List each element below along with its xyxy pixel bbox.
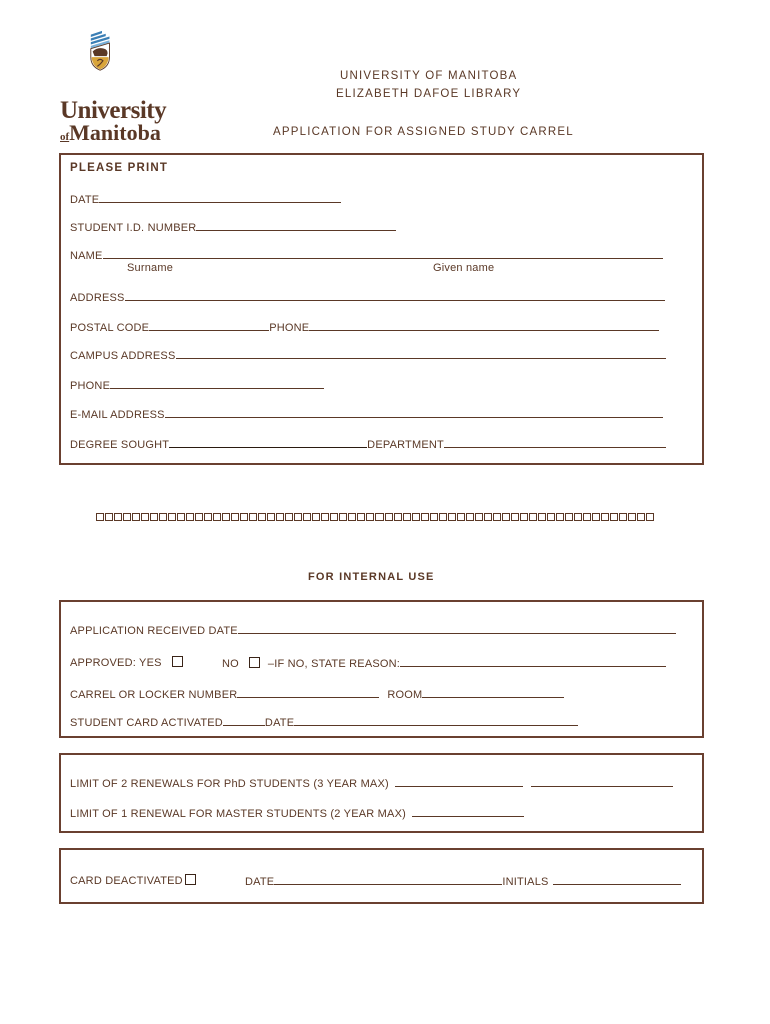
card-deactivated-field (70, 874, 196, 887)
divider-cell (556, 513, 564, 521)
department-label: DEPARTMENT (367, 439, 444, 451)
cut-line-divider (96, 513, 654, 521)
card-deactivated-checkbox[interactable] (185, 874, 196, 885)
divider-cell (619, 513, 627, 521)
approved-field (70, 656, 183, 669)
header-library: ELIZABETH DAFOE LIBRARY (336, 88, 522, 100)
form-title: APPLICATION FOR ASSIGNED STUDY CARREL (273, 126, 574, 138)
divider-cell (412, 513, 420, 521)
logo-wordmark-manitoba-text: Manitoba (69, 120, 161, 145)
name-input-line[interactable] (103, 248, 663, 259)
activated-date-label: DATE (264, 717, 295, 729)
divider-cell (574, 513, 582, 521)
room-input-line[interactable] (422, 687, 564, 698)
campus-address-input-line[interactable] (176, 348, 666, 359)
if-no-reason-label: –IF NO, STATE REASON: (267, 658, 401, 670)
postal-code-input-line[interactable] (149, 320, 269, 331)
divider-cell (448, 513, 456, 521)
phone-input-line[interactable] (309, 320, 659, 331)
divider-cell (484, 513, 492, 521)
divider-cell (502, 513, 510, 521)
address-field[interactable] (70, 290, 665, 304)
divider-cell (385, 513, 393, 521)
divider-cell (628, 513, 636, 521)
given-name-caption: Given name (433, 262, 495, 274)
master-renewals-field[interactable] (70, 806, 524, 820)
divider-cell (168, 513, 176, 521)
room-label: ROOM (387, 689, 423, 701)
divider-cell (186, 513, 194, 521)
campus-address-label: CAMPUS ADDRESS (70, 350, 176, 362)
phone2-label: PHONE (70, 380, 111, 392)
postal-phone-field[interactable] (70, 320, 659, 334)
divider-cell (204, 513, 212, 521)
logo-wordmark-of: of (60, 131, 70, 143)
divider-cell (285, 513, 293, 521)
divider-cell (646, 513, 654, 521)
divider-cell (394, 513, 402, 521)
divider-cell (321, 513, 329, 521)
divider-cell (330, 513, 338, 521)
divider-cell (348, 513, 356, 521)
divider-cell (177, 513, 185, 521)
divider-cell (303, 513, 311, 521)
approved-yes-checkbox[interactable] (172, 656, 183, 667)
divider-cell (592, 513, 600, 521)
divider-cell (538, 513, 546, 521)
email-field[interactable] (70, 407, 663, 421)
degree-department-field[interactable] (70, 437, 666, 451)
divider-cell (457, 513, 465, 521)
master-renewals-label: LIMIT OF 1 RENEWAL FOR MASTER STUDENTS (2 YEAR MAX) (70, 808, 406, 820)
divider-cell (105, 513, 113, 521)
divider-cell (565, 513, 573, 521)
divider-cell (222, 513, 230, 521)
header-university: UNIVERSITY OF MANITOBA (340, 70, 518, 82)
date-field[interactable] (70, 192, 341, 206)
card-deactivated-label: CARD DEACTIVATED (70, 875, 183, 887)
divider-cell (132, 513, 140, 521)
degree-input-line[interactable] (169, 437, 367, 448)
divider-cell (637, 513, 645, 521)
card-activated-field[interactable] (70, 715, 578, 729)
internal-use-heading: FOR INTERNAL USE (308, 571, 435, 583)
student-id-field[interactable] (70, 220, 396, 234)
divider-cell (276, 513, 284, 521)
date-label: DATE (70, 194, 100, 206)
name-field[interactable] (70, 248, 663, 262)
divider-cell (159, 513, 167, 521)
postal-code-label: POSTAL CODE (70, 322, 150, 334)
carrel-room-field[interactable] (70, 687, 564, 701)
divider-cell (375, 513, 383, 521)
divider-cell (511, 513, 519, 521)
phd-renewal-2-line[interactable] (531, 776, 673, 787)
please-print-label: PLEASE PRINT (70, 162, 169, 174)
phone-label: PHONE (269, 322, 310, 334)
logo-wordmark-manitoba (60, 121, 161, 149)
divider-cell (601, 513, 609, 521)
divider-cell (421, 513, 429, 521)
divider-cell (430, 513, 438, 521)
phone2-input-line[interactable] (110, 378, 324, 389)
divider-cell (610, 513, 618, 521)
divider-cell (213, 513, 221, 521)
degree-label: DEGREE SOUGHT (70, 439, 170, 451)
phone2-field[interactable] (70, 378, 324, 392)
initials-input-line[interactable] (553, 874, 681, 885)
initials-label: INITIALS (502, 876, 549, 888)
renewals-box (59, 753, 704, 833)
campus-address-field[interactable] (70, 348, 666, 362)
divider-cell (475, 513, 483, 521)
deactivation-date-input-line[interactable] (274, 874, 502, 885)
divider-cell (267, 513, 275, 521)
phd-renewal-1-line[interactable] (395, 776, 523, 787)
address-label: ADDRESS (70, 292, 125, 304)
divider-cell (249, 513, 257, 521)
divider-cell (231, 513, 239, 521)
surname-caption: Surname (127, 262, 174, 274)
divider-cell (357, 513, 365, 521)
divider-cell (294, 513, 302, 521)
divider-cell (312, 513, 320, 521)
carrel-number-label: CARREL OR LOCKER NUMBER (70, 689, 238, 701)
department-input-line[interactable] (444, 437, 666, 448)
activated-date-input-line[interactable] (294, 715, 578, 726)
logo-wordmark-university: University (60, 97, 167, 124)
divider-cell (403, 513, 411, 521)
phd-renewals-field[interactable] (70, 776, 673, 790)
divider-cell (141, 513, 149, 521)
date-input-line[interactable] (99, 192, 341, 203)
divider-cell (114, 513, 122, 521)
divider-cell (366, 513, 374, 521)
deactivation-date-label: DATE (245, 876, 275, 888)
divider-cell (258, 513, 266, 521)
name-label: NAME (70, 250, 103, 262)
divider-cell (529, 513, 537, 521)
phd-renewals-label: LIMIT OF 2 RENEWALS FOR PhD STUDENTS (3 YEAR MAX) (70, 778, 389, 790)
divider-cell (240, 513, 248, 521)
email-label: E-MAIL ADDRESS (70, 409, 165, 421)
student-id-input-line[interactable] (196, 220, 396, 231)
divider-cell (547, 513, 555, 521)
divider-cell (583, 513, 591, 521)
received-date-label: APPLICATION RECEIVED DATE (70, 625, 238, 637)
address-input-line[interactable] (125, 290, 665, 301)
divider-cell (195, 513, 203, 521)
reason-input-line[interactable] (400, 656, 666, 667)
card-activated-label: STUDENT CARD ACTIVATED (70, 717, 223, 729)
carrel-number-input-line[interactable] (237, 687, 379, 698)
divider-cell (339, 513, 347, 521)
divider-cell (96, 513, 104, 521)
divider-cell (150, 513, 158, 521)
master-renewal-line[interactable] (412, 806, 524, 817)
divider-cell (466, 513, 474, 521)
email-input-line[interactable] (165, 407, 663, 418)
divider-cell (123, 513, 131, 521)
approved-no-checkbox[interactable] (249, 657, 260, 668)
deactivation-date-initials-field[interactable] (245, 874, 681, 888)
approved-no-label: NO (222, 658, 239, 670)
divider-cell (493, 513, 501, 521)
approved-no-field (222, 656, 666, 670)
received-date-field[interactable] (70, 623, 676, 637)
divider-cell (520, 513, 528, 521)
student-id-label: STUDENT I.D. NUMBER (70, 222, 197, 234)
divider-cell (439, 513, 447, 521)
card-activated-input-line[interactable] (223, 715, 265, 726)
university-crest-logo (88, 12, 144, 90)
received-date-input-line[interactable] (238, 623, 676, 634)
approved-yes-label: APPROVED: YES (70, 657, 162, 669)
